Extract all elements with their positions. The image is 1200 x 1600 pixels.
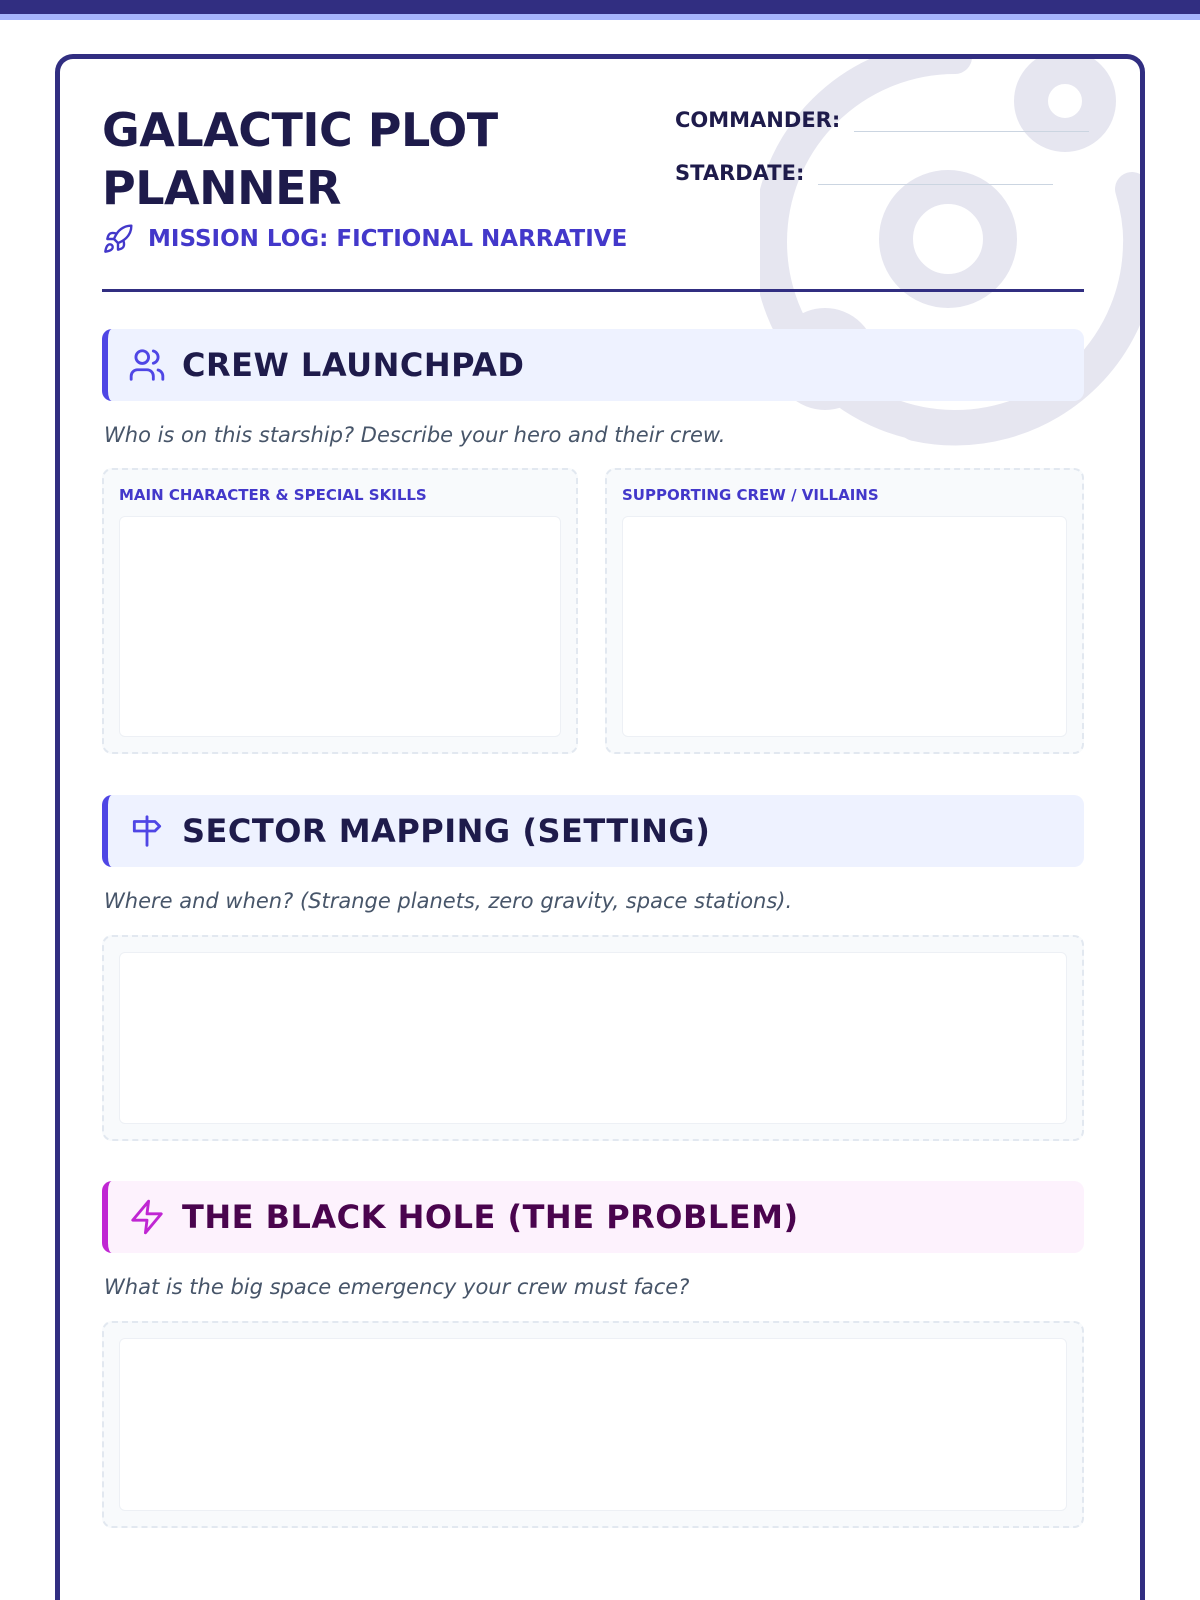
problem-writing-area[interactable] xyxy=(119,1338,1067,1511)
top-accent-bar xyxy=(0,0,1200,14)
setting-box xyxy=(102,935,1084,1141)
top-accent-stripe xyxy=(0,14,1200,20)
box-label-supporting-crew: SUPPORTING CREW / VILLAINS xyxy=(622,486,879,504)
commander-input-line[interactable] xyxy=(854,107,1089,132)
header-divider xyxy=(102,289,1084,292)
main-character-writing-area[interactable] xyxy=(119,516,561,737)
main-character-box xyxy=(102,468,578,754)
supporting-crew-box xyxy=(605,468,1084,754)
setting-writing-area[interactable] xyxy=(119,952,1067,1124)
problem-box xyxy=(102,1321,1084,1528)
section-prompt-problem: What is the big space emergency your crew must face? xyxy=(104,1275,690,1299)
commander-field xyxy=(675,107,1089,132)
rocket-icon xyxy=(102,223,134,255)
supporting-crew-writing-area[interactable] xyxy=(622,516,1067,737)
section-header-problem xyxy=(102,1181,1084,1253)
lightning-icon xyxy=(128,1198,166,1236)
section-title: THE BLACK HOLE (THE PROBLEM) xyxy=(182,1198,799,1236)
section-title: SECTOR MAPPING (SETTING) xyxy=(182,812,711,850)
section-prompt-setting: Where and when? (Strange planets, zero gravity, space stations). xyxy=(104,889,793,913)
worksheet-card xyxy=(55,54,1145,1600)
users-icon xyxy=(128,346,166,384)
section-header-setting xyxy=(102,795,1084,867)
subtitle-text: MISSION LOG: FICTIONAL NARRATIVE xyxy=(148,226,628,252)
mission-log-subtitle xyxy=(102,223,627,255)
section-header-crew xyxy=(102,329,1084,401)
commander-label: COMMANDER: xyxy=(675,108,841,132)
box-label-main-character: MAIN CHARACTER & SPECIAL SKILLS xyxy=(119,486,427,504)
section-title: CREW LAUNCHPAD xyxy=(182,346,525,384)
section-prompt-crew: Who is on this starship? Describe your hero and their crew. xyxy=(104,423,726,447)
page-title: GALACTIC PLOT PLANNER xyxy=(102,103,498,215)
stardate-input-line[interactable] xyxy=(818,160,1053,185)
signpost-icon xyxy=(128,812,166,850)
stardate-label: STARDATE: xyxy=(675,161,805,185)
stardate-field xyxy=(675,160,1053,185)
